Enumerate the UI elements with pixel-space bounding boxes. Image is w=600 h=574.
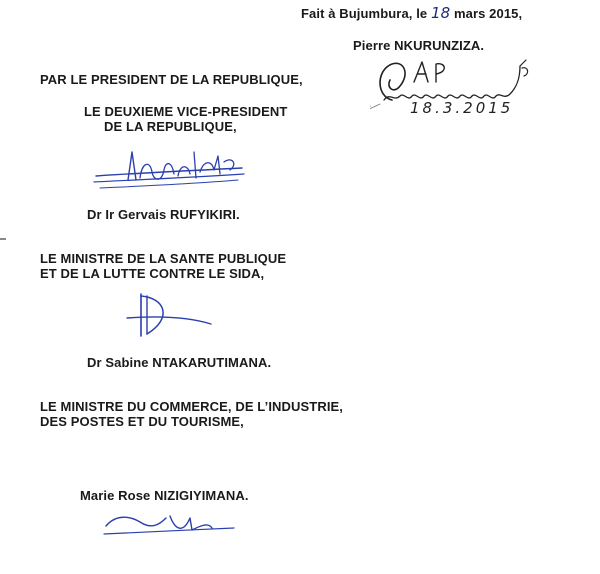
signatory-3-title-line1: LE MINISTRE DU COMMERCE, DE L’INDUSTRIE, — [40, 399, 344, 414]
president-name: Pierre NKURUNZIZA. — [353, 38, 485, 53]
president-signature-icon — [370, 52, 550, 132]
signatory-2-title-line1: LE MINISTRE DE LA SANTE PUBLIQUE — [40, 251, 287, 266]
countersignature-intro: PAR LE PRESIDENT DE LA REPUBLIQUE, — [40, 72, 303, 87]
handwritten-date-day: 18 — [430, 4, 451, 22]
place-date-line — [301, 5, 522, 22]
signatory-1-name: Dr Ir Gervais RUFYIKIRI. — [87, 207, 240, 222]
scan-edge-mark — [0, 238, 6, 240]
signatory-3-signature-icon — [100, 504, 240, 544]
signatory-2-title-line2: ET DE LA LUTTE CONTRE LE SIDA, — [40, 266, 265, 281]
president-handwritten-date: 18.3.2015 — [410, 99, 514, 117]
signatory-1-title-line1: LE DEUXIEME VICE-PRESIDENT — [84, 104, 288, 119]
signatory-1-signature-icon — [92, 142, 252, 202]
signatory-2-signature-icon — [125, 290, 215, 350]
signatory-2-name: Dr Sabine NTAKARUTIMANA. — [87, 355, 272, 370]
place-date-prefix: Fait à Bujumbura, le — [301, 6, 428, 21]
signatory-3-title-line2: DES POSTES ET DU TOURISME, — [40, 414, 244, 429]
signatory-3-name: Marie Rose NIZIGIYIMANA. — [80, 488, 249, 503]
place-date-suffix: mars 2015, — [453, 6, 523, 21]
signatory-1-title-line2: DE LA REPUBLIQUE, — [104, 119, 237, 134]
